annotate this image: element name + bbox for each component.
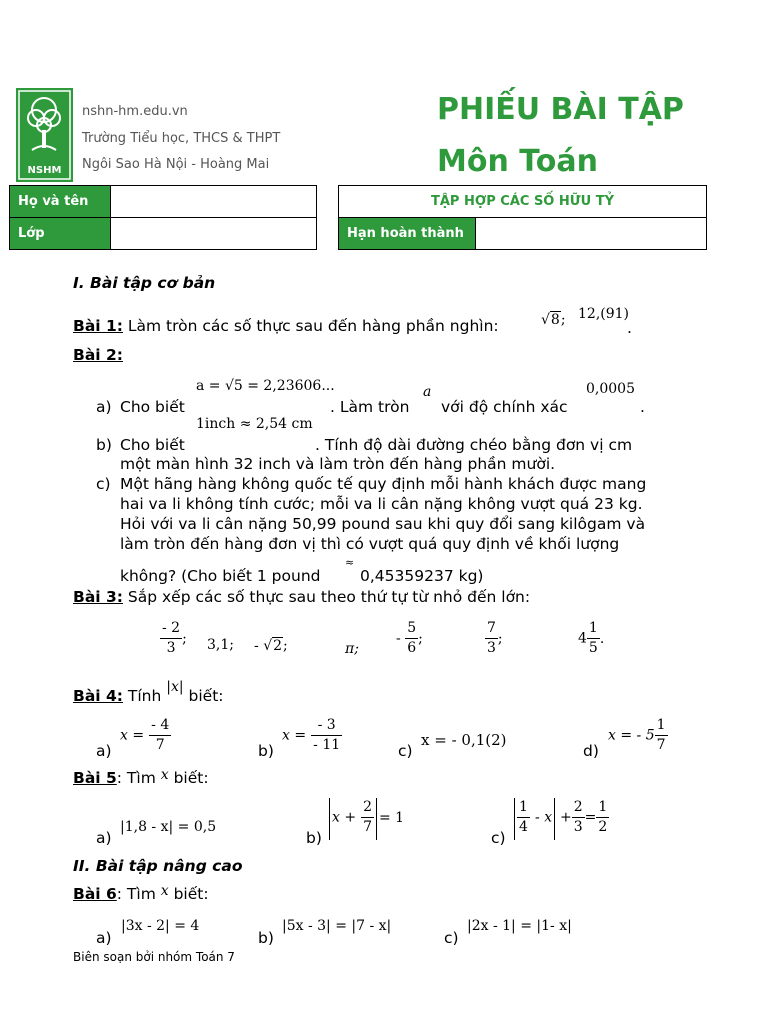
exercise-2c-line5a: không? (Cho biết 1 pound xyxy=(120,567,321,585)
exercise-5-label: Bài 5 xyxy=(73,769,117,787)
approx-symbol: ≈ xyxy=(345,556,355,569)
b4a-eq: x = $\frac{- 4}{7}$ xyxy=(120,717,170,753)
b6a-marker: a) xyxy=(96,929,112,947)
exercise-1-sqrt: √8; xyxy=(541,312,566,328)
exercise-1 xyxy=(73,316,499,336)
deadline-field[interactable] xyxy=(476,218,707,250)
b6c-eq: |2x - 1| = |1- x| xyxy=(467,918,572,934)
exercise-3 xyxy=(73,587,530,607)
exercise-2b-marker: b) xyxy=(96,436,112,454)
b5c-abs: $\frac{1}{4}$ - x xyxy=(514,798,555,840)
exercise-5: Bài 5: Tìm x biết: xyxy=(73,767,209,787)
exercise-2a-marker: a) xyxy=(96,398,112,416)
b4d-eq: x = - 5 $\frac{1}{7}$ xyxy=(608,717,666,753)
exercise-2-label: Bài 2: xyxy=(73,346,123,364)
b5a-eq: |1,8 - x| = 0,5 xyxy=(120,819,217,835)
subject-title: Môn Toán xyxy=(437,144,598,179)
exercise-2c-line2: hai va li không tính cước; mỗi va li cân nặng không vượt quá 23 kg. xyxy=(120,495,643,513)
abs-x: |x| xyxy=(166,679,184,695)
exercise-6: Bài 6: Tìm x biết: xyxy=(73,883,209,903)
exercise-4: Bài 4: Tính |x| biết: xyxy=(73,679,224,705)
exercise-2a-text1: Cho biết xyxy=(120,398,185,416)
b4c-marker: c) xyxy=(398,742,413,760)
topic-table xyxy=(338,185,707,250)
exercise-2-eq-a: a = √5 = 2,23606... xyxy=(196,378,335,394)
exercise-2b-text1: Cho biết xyxy=(120,436,185,454)
exercise-1-text: Làm tròn các số thực sau đến hàng phần nghìn: xyxy=(122,317,499,335)
student-info-table xyxy=(9,185,317,250)
exercise-3-label: Bài 3: xyxy=(73,588,123,606)
exercise-2a-precision: 0,0005 xyxy=(586,381,635,397)
b4d-marker: d) xyxy=(583,742,599,760)
exercise-2c-paragraph xyxy=(120,474,693,554)
b6b-eq: |5x - 3| = |7 - x| xyxy=(282,918,392,934)
b6b-marker: b) xyxy=(258,929,274,947)
b5c-rest: + $\frac{2}{3}$ = $\frac{1}{2}$ xyxy=(560,799,608,835)
exercise-1-repeating: 12,(91) xyxy=(578,306,630,322)
section-basic: I. Bài tập cơ bản xyxy=(73,274,216,292)
exercise-2a-text2: . Làm tròn xyxy=(330,398,410,416)
exercise-2c-line5b: 0,45359237 kg) xyxy=(360,567,484,585)
deadline-label: Hạn hoàn thành xyxy=(339,218,476,250)
exercise-2a-text3: với độ chính xác xyxy=(441,398,568,416)
b3-item-1: $\frac{- 2}{3}$ ; xyxy=(162,620,187,656)
class-label: Lớp xyxy=(10,218,111,250)
b4b-marker: b) xyxy=(258,742,274,760)
b3-item-2: 3,1; xyxy=(207,637,234,653)
exercise-6-label: Bài 6 xyxy=(73,885,117,903)
b3-item-6: $\frac{7}{3}$ ; xyxy=(487,620,503,656)
b3-item-7: 4 $\frac{1}{5}$ . xyxy=(578,620,605,656)
b5a-marker: a) xyxy=(96,829,112,847)
b3-item-3: - √2; xyxy=(254,638,288,654)
school-line-2: Ngôi Sao Hà Nội - Hoàng Mai xyxy=(82,157,270,172)
exercise-2c-line4: làm tròn đến hàng đơn vị thì có vượt quá quy định về khối lượng xyxy=(120,535,620,553)
worksheet-title: PHIẾU BÀI TẬP xyxy=(437,92,684,127)
b5b-abs: x + $\frac{2}{7}$ xyxy=(329,798,377,840)
exercise-2c-line3: Hỏi với va li cân nặng 50,99 pound sau khi quy đổi sang kilôgam và xyxy=(120,515,646,533)
exercise-1-label: Bài 1: xyxy=(73,317,123,335)
b4a-marker: a) xyxy=(96,742,112,760)
b5c-marker: c) xyxy=(491,829,506,847)
exercise-2b-text2: . Tính độ dài đường chéo bằng đơn vị cm xyxy=(315,436,633,454)
footer-credit: Biên soạn bởi nhóm Toán 7 xyxy=(73,950,235,964)
b6a-eq: |3x - 2| = 4 xyxy=(121,918,200,934)
b3-item-5: - $\frac{5}{6}$ ; xyxy=(396,620,423,656)
exercise-2a-var: a xyxy=(423,384,432,400)
website: nshn-hm.edu.vn xyxy=(82,104,188,119)
name-label: Họ và tên xyxy=(10,186,111,218)
logo-text: NSHM xyxy=(27,165,62,176)
b3-item-4: π; xyxy=(345,641,359,657)
exercise-2a-end: . xyxy=(640,398,645,416)
exercise-2c-marker: c) xyxy=(96,475,111,493)
b6c-marker: c) xyxy=(444,929,459,947)
b5b-rhs: = 1 xyxy=(379,810,405,826)
exercise-3-text: Sắp xếp các số thực sau theo thứ tự từ nhỏ đến lớn: xyxy=(122,588,531,606)
exercise-4-label: Bài 4: xyxy=(73,687,123,705)
exercise-2c-line1: Một hãng hàng không quốc tế quy định mỗi hành khách được mang xyxy=(120,475,647,493)
b4b-eq: x = $\frac{- 3}{- 11}$ xyxy=(282,717,341,753)
topic-title: TẬP HỢP CÁC SỐ HỮU TỶ xyxy=(339,186,707,218)
name-field[interactable] xyxy=(111,186,317,218)
exercise-1-end: . xyxy=(627,319,632,337)
b5b-marker: b) xyxy=(306,829,322,847)
school-logo xyxy=(16,88,73,182)
section-advanced: II. Bài tập nâng cao xyxy=(73,857,243,875)
exercise-2-eq-inch: 1inch ≈ 2,54 cm xyxy=(196,416,313,432)
class-field[interactable] xyxy=(111,218,317,250)
b4c-eq: x = - 0,1(2) xyxy=(421,731,507,749)
exercise-2b-line2: một màn hình 32 inch và làm tròn đến hàng phần mười. xyxy=(120,455,556,473)
school-line-1: Trường Tiểu học, THCS & THPT xyxy=(82,131,281,146)
